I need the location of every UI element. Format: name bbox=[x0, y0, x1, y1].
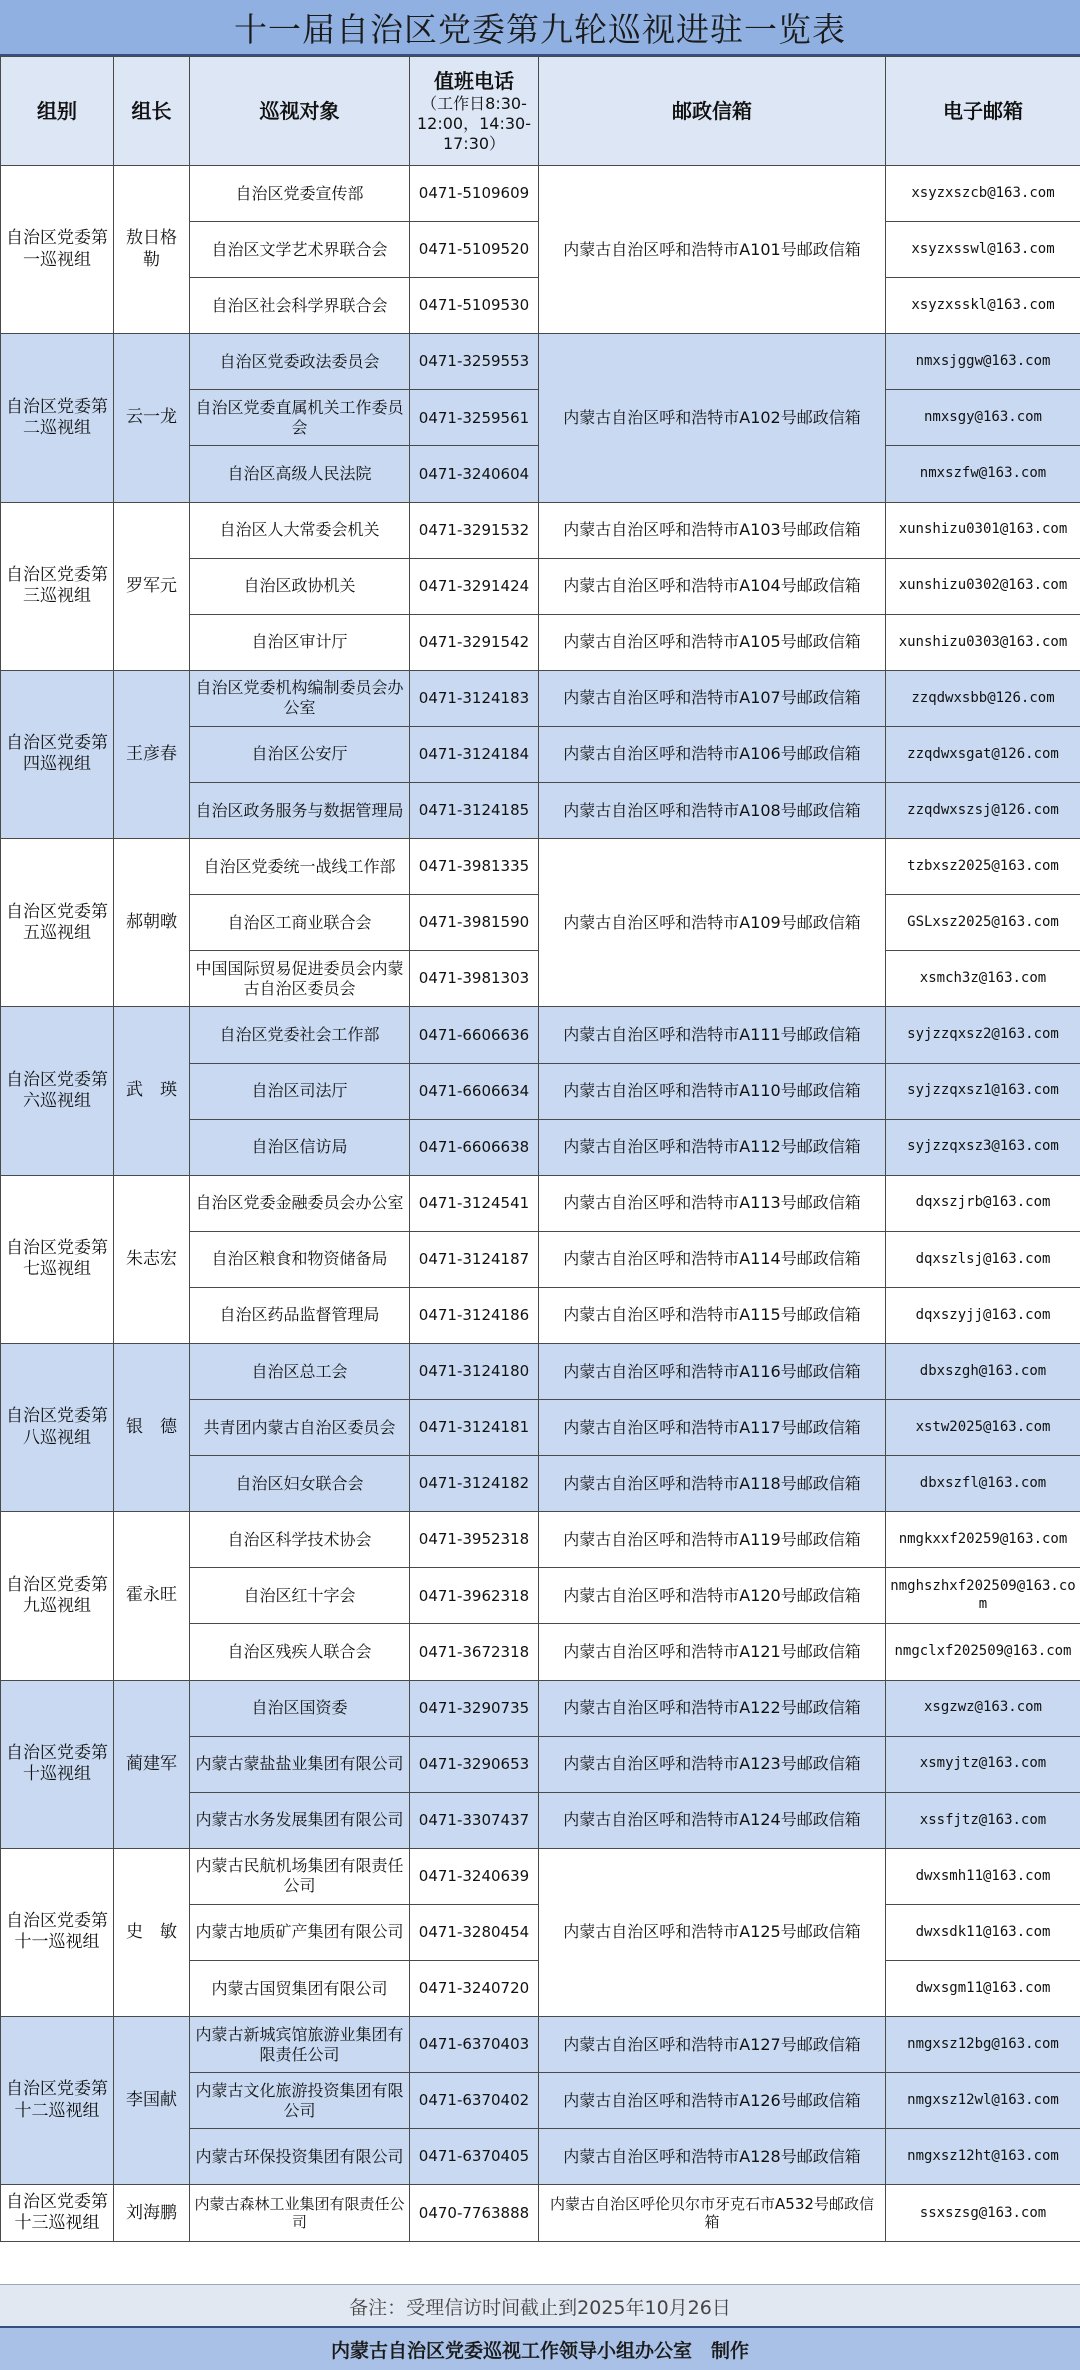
phone-cell: 0471-3124187 bbox=[410, 1231, 539, 1287]
target-cell: 自治区政务服务与数据管理局 bbox=[190, 783, 410, 839]
postal-box-cell: 内蒙古自治区呼和浩特市A101号邮政信箱 bbox=[539, 166, 886, 334]
remark-note: 备注：受理信访时间截止到2025年10月26日 bbox=[0, 2284, 1080, 2327]
email-cell: dqxszyjj@163.com bbox=[886, 1287, 1080, 1343]
email-cell: nmgkxxf20259@163.com bbox=[886, 1512, 1080, 1568]
phone-cell: 0471-3981335 bbox=[410, 839, 539, 895]
header-phone-hours: （工作日8:30-12:00，14:30-17:30） bbox=[414, 94, 534, 154]
email-cell: xsyzxszcb@163.com bbox=[886, 166, 1080, 222]
table-row bbox=[1, 1680, 1080, 1736]
footer-credit: 内蒙古自治区党委巡视工作领导小组办公室 制作 bbox=[0, 2326, 1080, 2370]
group-leader-cell: 敖日格勒 bbox=[114, 166, 190, 334]
postal-box-cell: 内蒙古自治区呼和浩特市A122号邮政信箱 bbox=[539, 1680, 886, 1736]
email-cell: dbxszgh@163.com bbox=[886, 1343, 1080, 1399]
phone-cell: 0471-3240639 bbox=[410, 1848, 539, 1904]
target-cell: 自治区总工会 bbox=[190, 1343, 410, 1399]
target-cell: 中国国际贸易促进委员会内蒙古自治区委员会 bbox=[190, 951, 410, 1007]
phone-cell: 0471-5109609 bbox=[410, 166, 539, 222]
email-cell: xsmch3z@163.com bbox=[886, 951, 1080, 1007]
target-cell: 自治区党委统一战线工作部 bbox=[190, 839, 410, 895]
header-phone-label: 值班电话 bbox=[434, 69, 514, 93]
target-cell: 自治区高级人民法院 bbox=[190, 446, 410, 502]
target-cell: 自治区审计厅 bbox=[190, 614, 410, 670]
postal-box-cell: 内蒙古自治区呼和浩特市A124号邮政信箱 bbox=[539, 1792, 886, 1848]
table-row bbox=[1, 2017, 1080, 2073]
target-cell: 自治区党委金融委员会办公室 bbox=[190, 1175, 410, 1231]
target-cell: 自治区政协机关 bbox=[190, 558, 410, 614]
target-cell: 自治区妇女联合会 bbox=[190, 1456, 410, 1512]
target-cell: 自治区药品监督管理局 bbox=[190, 1287, 410, 1343]
group-name-cell: 自治区党委第六巡视组 bbox=[1, 1007, 114, 1175]
postal-box-cell: 内蒙古自治区呼伦贝尔市牙克石市A532号邮政信箱 bbox=[539, 2185, 886, 2242]
email-cell: dbxszfl@163.com bbox=[886, 1456, 1080, 1512]
table-row bbox=[1, 1007, 1080, 1063]
postal-box-cell: 内蒙古自治区呼和浩特市A117号邮政信箱 bbox=[539, 1400, 886, 1456]
phone-cell: 0471-6606636 bbox=[410, 1007, 539, 1063]
header-leader: 组长 bbox=[114, 57, 190, 166]
postal-box-cell: 内蒙古自治区呼和浩特市A102号邮政信箱 bbox=[539, 334, 886, 502]
email-cell: nmxszfw@163.com bbox=[886, 446, 1080, 502]
target-cell: 内蒙古新城宾馆旅游业集团有限责任公司 bbox=[190, 2017, 410, 2073]
postal-box-cell: 内蒙古自治区呼和浩特市A125号邮政信箱 bbox=[539, 1848, 886, 2016]
email-cell: dqxszjrb@163.com bbox=[886, 1175, 1080, 1231]
target-cell: 自治区红十字会 bbox=[190, 1568, 410, 1624]
email-cell: xsmyjtz@163.com bbox=[886, 1736, 1080, 1792]
phone-cell: 0471-3290653 bbox=[410, 1736, 539, 1792]
email-cell: nmgclxf202509@163.com bbox=[886, 1624, 1080, 1680]
group-name-cell: 自治区党委第一巡视组 bbox=[1, 166, 114, 334]
group-name-cell: 自治区党委第十三巡视组 bbox=[1, 2185, 114, 2242]
postal-box-cell: 内蒙古自治区呼和浩特市A116号邮政信箱 bbox=[539, 1343, 886, 1399]
postal-box-cell: 内蒙古自治区呼和浩特市A127号邮政信箱 bbox=[539, 2017, 886, 2073]
postal-box-cell: 内蒙古自治区呼和浩特市A109号邮政信箱 bbox=[539, 839, 886, 1007]
target-cell: 内蒙古国贸集团有限公司 bbox=[190, 1961, 410, 2017]
group-name-cell: 自治区党委第四巡视组 bbox=[1, 670, 114, 838]
header-email: 电子邮箱 bbox=[886, 57, 1080, 166]
email-cell: nmgxsz12ht@163.com bbox=[886, 2129, 1080, 2185]
postal-box-cell: 内蒙古自治区呼和浩特市A108号邮政信箱 bbox=[539, 783, 886, 839]
phone-cell: 0471-3307437 bbox=[410, 1792, 539, 1848]
email-cell: tzbxsz2025@163.com bbox=[886, 839, 1080, 895]
group-leader-cell: 云一龙 bbox=[114, 334, 190, 502]
phone-cell: 0471-3124184 bbox=[410, 726, 539, 782]
group-leader-cell: 刘海鹏 bbox=[114, 2185, 190, 2242]
phone-cell: 0471-3291424 bbox=[410, 558, 539, 614]
table-row bbox=[1, 2185, 1080, 2242]
table-row bbox=[1, 1848, 1080, 1904]
target-cell: 自治区工商业联合会 bbox=[190, 895, 410, 951]
group-name-cell: 自治区党委第九巡视组 bbox=[1, 1512, 114, 1680]
group-name-cell: 自治区党委第八巡视组 bbox=[1, 1343, 114, 1511]
email-cell: dqxszlsj@163.com bbox=[886, 1231, 1080, 1287]
table-row bbox=[1, 1512, 1080, 1568]
target-cell: 自治区党委宣传部 bbox=[190, 166, 410, 222]
phone-cell: 0471-6370405 bbox=[410, 2129, 539, 2185]
postal-box-cell: 内蒙古自治区呼和浩特市A105号邮政信箱 bbox=[539, 614, 886, 670]
group-leader-cell: 郝朝暾 bbox=[114, 839, 190, 1007]
table-row bbox=[1, 1175, 1080, 1231]
target-cell: 自治区党委机构编制委员会办公室 bbox=[190, 670, 410, 726]
postal-box-cell: 内蒙古自治区呼和浩特市A128号邮政信箱 bbox=[539, 2129, 886, 2185]
email-cell: zzqdwxszsj@126.com bbox=[886, 783, 1080, 839]
phone-cell: 0471-6370403 bbox=[410, 2017, 539, 2073]
postal-box-cell: 内蒙古自治区呼和浩特市A123号邮政信箱 bbox=[539, 1736, 886, 1792]
email-cell: xunshizu0303@163.com bbox=[886, 614, 1080, 670]
email-cell: xunshizu0302@163.com bbox=[886, 558, 1080, 614]
phone-cell: 0471-3259561 bbox=[410, 390, 539, 446]
table-row bbox=[1, 839, 1080, 895]
postal-box-cell: 内蒙古自治区呼和浩特市A110号邮政信箱 bbox=[539, 1063, 886, 1119]
postal-box-cell: 内蒙古自治区呼和浩特市A107号邮政信箱 bbox=[539, 670, 886, 726]
email-cell: nmgxsz12bg@163.com bbox=[886, 2017, 1080, 2073]
postal-box-cell: 内蒙古自治区呼和浩特市A113号邮政信箱 bbox=[539, 1175, 886, 1231]
postal-box-cell: 内蒙古自治区呼和浩特市A112号邮政信箱 bbox=[539, 1119, 886, 1175]
table-row bbox=[1, 1343, 1080, 1399]
target-cell: 内蒙古蒙盐盐业集团有限公司 bbox=[190, 1736, 410, 1792]
phone-cell: 0471-3981303 bbox=[410, 951, 539, 1007]
email-cell: ssxszsg@163.com bbox=[886, 2185, 1080, 2242]
group-name-cell: 自治区党委第三巡视组 bbox=[1, 502, 114, 670]
postal-box-cell: 内蒙古自治区呼和浩特市A111号邮政信箱 bbox=[539, 1007, 886, 1063]
phone-cell: 0471-6606634 bbox=[410, 1063, 539, 1119]
header-group: 组别 bbox=[1, 57, 114, 166]
email-cell: zzqdwxsbb@126.com bbox=[886, 670, 1080, 726]
group-leader-cell: 蔺建军 bbox=[114, 1680, 190, 1848]
group-leader-cell: 李国献 bbox=[114, 2017, 190, 2185]
phone-cell: 0471-3291542 bbox=[410, 614, 539, 670]
target-cell: 内蒙古环保投资集团有限公司 bbox=[190, 2129, 410, 2185]
email-cell: dwxsdk11@163.com bbox=[886, 1904, 1080, 1960]
target-cell: 自治区人大常委会机关 bbox=[190, 502, 410, 558]
email-cell: dwxsgm11@163.com bbox=[886, 1961, 1080, 2017]
postal-box-cell: 内蒙古自治区呼和浩特市A115号邮政信箱 bbox=[539, 1287, 886, 1343]
group-leader-cell: 罗军元 bbox=[114, 502, 190, 670]
phone-cell: 0471-3124183 bbox=[410, 670, 539, 726]
email-cell: xsgzwz@163.com bbox=[886, 1680, 1080, 1736]
email-cell: xstw2025@163.com bbox=[886, 1400, 1080, 1456]
phone-cell: 0470-7763888 bbox=[410, 2185, 539, 2242]
email-cell: xssfjtz@163.com bbox=[886, 1792, 1080, 1848]
page-title: 十一届自治区党委第九轮巡视进驻一览表 bbox=[0, 0, 1080, 56]
table-row bbox=[1, 670, 1080, 726]
group-name-cell: 自治区党委第十巡视组 bbox=[1, 1680, 114, 1848]
phone-cell: 0471-3672318 bbox=[410, 1624, 539, 1680]
phone-cell: 0471-3962318 bbox=[410, 1568, 539, 1624]
phone-cell: 0471-3124180 bbox=[410, 1343, 539, 1399]
group-name-cell: 自治区党委第二巡视组 bbox=[1, 334, 114, 502]
target-cell: 内蒙古森林工业集团有限责任公司 bbox=[190, 2185, 410, 2242]
group-leader-cell: 银 德 bbox=[114, 1343, 190, 1511]
email-cell: syjzzqxsz3@163.com bbox=[886, 1119, 1080, 1175]
group-leader-cell: 史 敏 bbox=[114, 1848, 190, 2016]
table-row bbox=[1, 334, 1080, 390]
email-cell: xsyzxsswl@163.com bbox=[886, 222, 1080, 278]
group-leader-cell: 朱志宏 bbox=[114, 1175, 190, 1343]
postal-box-cell: 内蒙古自治区呼和浩特市A106号邮政信箱 bbox=[539, 726, 886, 782]
phone-cell: 0471-3124541 bbox=[410, 1175, 539, 1231]
phone-cell: 0471-3280454 bbox=[410, 1904, 539, 1960]
table-body bbox=[1, 166, 1080, 2242]
target-cell: 自治区党委直属机关工作委员会 bbox=[190, 390, 410, 446]
email-cell: dwxsmh11@163.com bbox=[886, 1848, 1080, 1904]
table-row bbox=[1, 166, 1080, 222]
target-cell: 自治区文学艺术界联合会 bbox=[190, 222, 410, 278]
group-name-cell: 自治区党委第十二巡视组 bbox=[1, 2017, 114, 2185]
email-cell: nmgxsz12wl@163.com bbox=[886, 2073, 1080, 2129]
group-name-cell: 自治区党委第十一巡视组 bbox=[1, 1848, 114, 2016]
target-cell: 自治区科学技术协会 bbox=[190, 1512, 410, 1568]
email-cell: nmxsgy@163.com bbox=[886, 390, 1080, 446]
target-cell: 自治区党委社会工作部 bbox=[190, 1007, 410, 1063]
phone-cell: 0471-3259553 bbox=[410, 334, 539, 390]
email-cell: zzqdwxsgat@126.com bbox=[886, 726, 1080, 782]
target-cell: 自治区党委政法委员会 bbox=[190, 334, 410, 390]
header-postal: 邮政信箱 bbox=[539, 57, 886, 166]
email-cell: syjzzqxsz2@163.com bbox=[886, 1007, 1080, 1063]
header-target: 巡视对象 bbox=[190, 57, 410, 166]
target-cell: 内蒙古地质矿产集团有限公司 bbox=[190, 1904, 410, 1960]
postal-box-cell: 内蒙古自治区呼和浩特市A104号邮政信箱 bbox=[539, 558, 886, 614]
inspection-table bbox=[0, 56, 1080, 2242]
phone-cell: 0471-3981590 bbox=[410, 895, 539, 951]
postal-box-cell: 内蒙古自治区呼和浩特市A121号邮政信箱 bbox=[539, 1624, 886, 1680]
phone-cell: 0471-3124185 bbox=[410, 783, 539, 839]
phone-cell: 0471-3291532 bbox=[410, 502, 539, 558]
group-leader-cell: 武 瑛 bbox=[114, 1007, 190, 1175]
phone-cell: 0471-3240720 bbox=[410, 1961, 539, 2017]
target-cell: 自治区信访局 bbox=[190, 1119, 410, 1175]
target-cell: 自治区残疾人联合会 bbox=[190, 1624, 410, 1680]
postal-box-cell: 内蒙古自治区呼和浩特市A126号邮政信箱 bbox=[539, 2073, 886, 2129]
phone-cell: 0471-5109530 bbox=[410, 278, 539, 334]
email-cell: nmxsjggw@163.com bbox=[886, 334, 1080, 390]
email-cell: syjzzqxsz1@163.com bbox=[886, 1063, 1080, 1119]
phone-cell: 0471-5109520 bbox=[410, 222, 539, 278]
postal-box-cell: 内蒙古自治区呼和浩特市A103号邮政信箱 bbox=[539, 502, 886, 558]
target-cell: 自治区粮食和物资储备局 bbox=[190, 1231, 410, 1287]
table-row bbox=[1, 502, 1080, 558]
phone-cell: 0471-3952318 bbox=[410, 1512, 539, 1568]
header-phone bbox=[410, 57, 539, 166]
target-cell: 内蒙古文化旅游投资集团有限公司 bbox=[190, 2073, 410, 2129]
target-cell: 内蒙古民航机场集团有限责任公司 bbox=[190, 1848, 410, 1904]
phone-cell: 0471-6370402 bbox=[410, 2073, 539, 2129]
email-cell: xsyzxsskl@163.com bbox=[886, 278, 1080, 334]
phone-cell: 0471-3124181 bbox=[410, 1400, 539, 1456]
header-row bbox=[1, 57, 1080, 166]
target-cell: 自治区司法厅 bbox=[190, 1063, 410, 1119]
target-cell: 内蒙古水务发展集团有限公司 bbox=[190, 1792, 410, 1848]
phone-cell: 0471-3290735 bbox=[410, 1680, 539, 1736]
group-name-cell: 自治区党委第七巡视组 bbox=[1, 1175, 114, 1343]
group-name-cell: 自治区党委第五巡视组 bbox=[1, 839, 114, 1007]
target-cell: 自治区社会科学界联合会 bbox=[190, 278, 410, 334]
postal-box-cell: 内蒙古自治区呼和浩特市A119号邮政信箱 bbox=[539, 1512, 886, 1568]
phone-cell: 0471-3124182 bbox=[410, 1456, 539, 1512]
target-cell: 共青团内蒙古自治区委员会 bbox=[190, 1400, 410, 1456]
phone-cell: 0471-3124186 bbox=[410, 1287, 539, 1343]
email-cell: xunshizu0301@163.com bbox=[886, 502, 1080, 558]
group-leader-cell: 霍永旺 bbox=[114, 1512, 190, 1680]
target-cell: 自治区公安厅 bbox=[190, 726, 410, 782]
phone-cell: 0471-3240604 bbox=[410, 446, 539, 502]
email-cell: GSLxsz2025@163.com bbox=[886, 895, 1080, 951]
postal-box-cell: 内蒙古自治区呼和浩特市A120号邮政信箱 bbox=[539, 1568, 886, 1624]
phone-cell: 0471-6606638 bbox=[410, 1119, 539, 1175]
postal-box-cell: 内蒙古自治区呼和浩特市A114号邮政信箱 bbox=[539, 1231, 886, 1287]
target-cell: 自治区国资委 bbox=[190, 1680, 410, 1736]
email-cell: nmghszhxf202509@163.com bbox=[886, 1568, 1080, 1624]
postal-box-cell: 内蒙古自治区呼和浩特市A118号邮政信箱 bbox=[539, 1456, 886, 1512]
group-leader-cell: 王彦春 bbox=[114, 670, 190, 838]
